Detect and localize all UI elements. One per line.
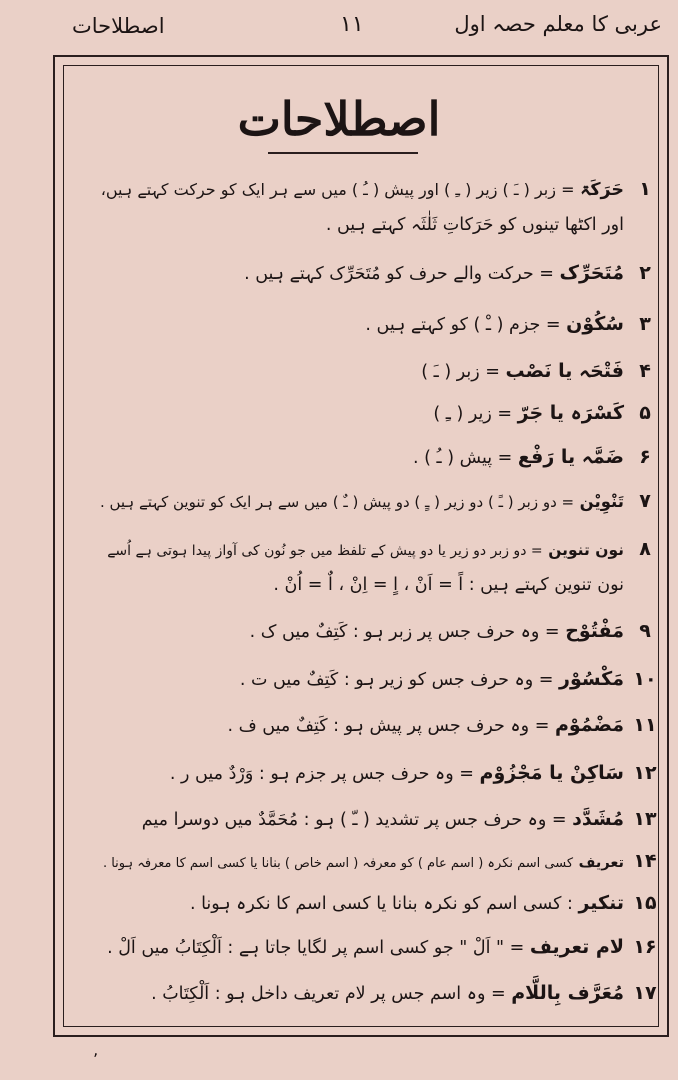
list-item-6: ۶ضَمَّہ یا رَفْع = پیش ( ـُ ) . [413, 446, 651, 468]
list-item-13: ۱۳مُشَدَّد = وہ حرف جس پر تشدید ( ـّ ) ہو : مُحَمَّدٌ میں دوسرا میم [141, 808, 657, 830]
list-item-10: ۱۰مَکْسُوْر = وہ حرف جس کو زیر ہو : کَتِفٌ میں ت . [239, 668, 657, 690]
list-item-8-continued: نون تنوین کہتے ہیں : اً = اَنْ ، اٍ = اِنْ ، اٌ = اُنْ . [273, 575, 624, 595]
list-item-11: ۱۱مَضْمُوْم = وہ حرف جس پر پیش ہو : کَتِفٌ میں ف . [227, 714, 657, 736]
page-title: اصطلاحات [237, 92, 441, 146]
list-item-16: ۱۶لام تعریف = " اَلْ " جو کسی اسم پر لگایا جاتا ہے : اَلْکِتَابُ میں اَلْ . [107, 936, 657, 958]
list-item-12: ۱۲سَاکِنْ یا مَجْزُوْم = وہ حرف جس پر جزم ہو : وَرْدٌ میں ر . [169, 762, 657, 784]
running-book-title: عربی کا معلم حصہ اول [454, 12, 662, 36]
list-item-2: ۲مُتَحَرِّک = حرکت والے حرف کو مُتَحَرِّک کہتے ہیں . [244, 262, 651, 284]
list-item-17: ۱۷مُعَرَّف بِاللَّام = وہ اسم جس پر لام تعریف داخل ہو : اَلْکِتَابُ . [151, 982, 657, 1004]
list-item-15: ۱۵تنکیر : کسی اسم کو نکرہ بنانا یا کسی اسم کا نکرہ ہونا . [189, 892, 657, 914]
page-number: ۱۱ [340, 12, 364, 37]
list-item-4: ۴فَتْحَہ یا نَصْب = زبر ( ـَ ) [421, 360, 651, 382]
page-header [0, 0, 678, 60]
list-item-8: ۸نون تنوین = دو زبر دو زیر یا دو پیش کے تلفظ میں جو نُون کی آواز پیدا ہوتی ہے اُسے [107, 538, 651, 560]
list-item-3: ۳سُکُوْن = جزم ( ـْ ) کو کہتے ہیں . [365, 313, 651, 335]
list-item-1-continued: اور اکٹھا تینوں کو حَرَکاتِ ثَلٰثَہ کہتے ہیں . [325, 215, 624, 235]
running-section-title: اصطلاحات [72, 14, 165, 38]
stray-pen-mark: ʼ [93, 1050, 99, 1069]
list-item-14: ۱۴تعریف کسی اسم نکرہ ( اسم عام ) کو معرفہ ( اسم خاص ) بنانا یا کسی اسم کا معرفہ ہونا . [102, 850, 657, 872]
list-item-1: ۱حَرَکَۃ = زبر ( ـَ ) زیر ( ـِ ) اور پیش ( ـُ ) میں سے ہر ایک کو حرکت کہتے ہیں، [100, 178, 651, 200]
list-item-9: ۹مَفْتُوْح = وہ حرف جس پر زبر ہو : کَتِفٌ میں ک . [249, 620, 651, 642]
list-item-7: ۷تَنْوِیْن = دو زبر ( ـً ) دو زیر ( ـٍ ) دو پیش ( ـٌ ) میں سے ہر ایک کو تنوین کہتے ہیں . [99, 490, 651, 512]
title-underline [268, 152, 418, 154]
list-item-5: ۵کَسْرَہ یا جَرّ = زیر ( ـِ ) [433, 402, 651, 424]
